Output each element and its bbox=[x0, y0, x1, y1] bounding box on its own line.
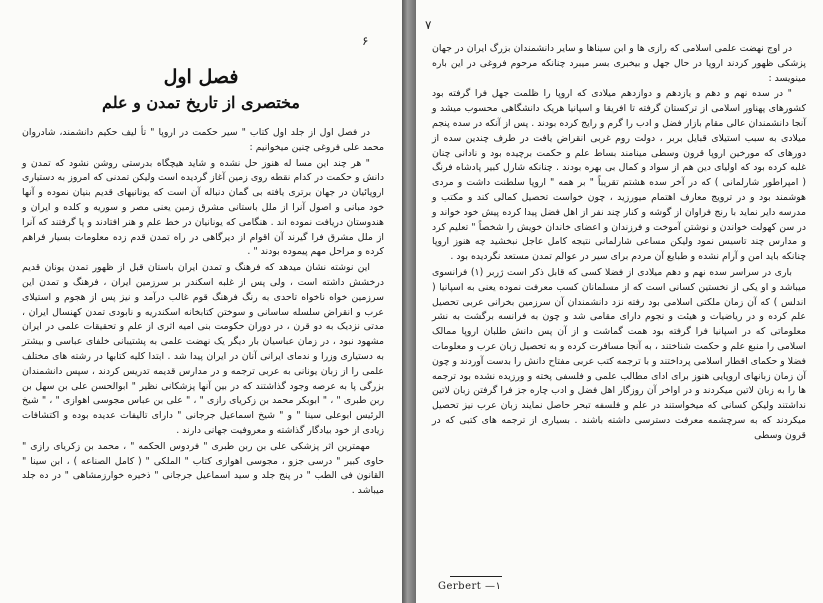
left-paragraph-3: این نوشته نشان میدهد که فرهنگ و تمدن ایران باستان قبل از ظهور تمدن یونان قدیم درخشش داشته است ، ولی پس از غلبه اسکندر بر سرزمین ایران ، فرهنگ و تمدن این سرزمین خواه ناخواه تاحدی به رنگ فرهنگ قوم غالب درآمد و نیز پس از هجوم و استیلای عرب و انقراض سلسله ساسانی و سوختن کتابخانه اسکندریه و نابودی تمدن کهنسال ایران ، مدتی نزدیک به دو قرن ، در دوران حکومت بنی امیه اثری از علم و تحقیقات علمی در ایران مشهود نبود ، در زمان عباسیان بار دیگر یک نهضت علمی به پشتیبانی خلفای عباسی و بیشتر به دستیاری وزرا و ندمای ایرانی آنان در ایران پیدا شد . ابتدا کلیه کتابها در رشته های مختلف علمی را از زبان یونانی به عربی ترجمه و در مدارس قدیمه تدریس کردند ، سپس دانشمندان بزرگی پا به عرصه وجود گذاشتند که در بین آنها پزشکانی نظیر " ابوالحسن علی بن سهل بن ربن طبری " ، " ابوبکر محمد بن زکریای رازی " ، " علی بن عباس مجوسی اهوازی " ، " شیخ الرئیس ابوعلی سینا " و " شیخ اسماعیل جرجانی " دارای تالیفات عدیده بوده و اکتشافات زیادی از خود بیادگار گذاشته و معروفیت جهانی دارند . bbox=[22, 262, 384, 436]
left-page bbox=[0, 0, 402, 603]
left-body-text bbox=[22, 126, 384, 500]
chapter-subtitle: مختصری از تاریخ تمدن و علم bbox=[102, 93, 300, 112]
footnote-rule bbox=[450, 576, 502, 577]
right-page-number: ۷ bbox=[425, 18, 432, 32]
right-paragraph-3: باری در سراسر سده نهم و دهم میلادی از فضلا کسی که قابل ذکر است ژربر (۱) فرانسوی میباشد و او یکی از نخستین کسانی است که از مسلمانان کسب معرفت نموده یعنی به اسپانیا ( اندلس ) که آن زمان ملکتی اسلامی بود رفته نزد دانشمندان آن سرزمین بخرانی عربی تحصیل علم کرده و در ریاضیات و هیئت و نجوم دارای مقامی شد و چون به فرانسه برگشت به نشر معلوماتی که در اسپانیا فرا گرفته بود همت گماشت و از آن پس دانش طلبان اروپا ممالک اسلامی را منبع علم و حکمت شناختند ، به آنجا مسافرت کرده و به تحصیل زبان عرب و معلومات فضلا و حکمای اقطار اسلامی پرداختند و با ترجمه کتب عربی مفتاح دانش را بدست آوردند و چون آن زمان زبانهای اروپایی هنوز برای ادای مطالب علمی و فلسفی پخته و ورزیده نشده بود ترجمه ها را به زبان لاتین میکردند و در اواخر آن روزگار اهل فضل و ادب چاره جز فرا گرفتن زبان لاتین نداشتند ولیکن کسانی که میخواستند در علم و فلسفه تبحر حاصل نمایند زبان عرب نیز تحصیل میکردند که به سرچشمه معرفت دسترسی داشته باشند . بسیاری از ترجمه های کتبی که در قرون وسطی bbox=[432, 266, 806, 441]
book-gutter bbox=[402, 0, 416, 603]
right-paragraph-2: " در سده نهم و دهم و یازدهم و دوازدهم میلادی که اروپا را ظلمت جهل فرا گرفته بود کشورهای پهناور اسلامی از ترکستان گرفته تا افریقا و اسپانیا هریک دانشگاهی محسوب میشد و آنجا دانشمندان عالی مقام بازار فضل و ادب را گرم و رایج کرده بودند . پس از آنکه در سده پنجم میلادی به سبب استیلای قبایل بربر ، دولت روم غربی انقراض یافت در طرف چندین سده از دورهای که مورخین اروپا قرون وسطی مینامند بساط علم و حکمت برچیده بود و نادانی چنان غلبه کرده بود که اولیای دین هم از سواد و کمال بی بهره بودند . چنانکه شارل کبیر پادشاه فرنگ ( امپراطور شارلمانی ) که در آخر سده هشتم تقریباً " بر همه " اروپا سلطنت داشت و مردی هوشمند بود و در ترویج معارف اهتمام میورزید ، چون خواست تحصیل کمالی کند و مکتب و مدرسه دایر نماید با رنج فراوان از گوشه و کنار چند نفر از اهل فضل پیدا کرده پیش خود خواند و در سن کهولت خواندن و نوشتن آموخت و فرزندان و اعضای خاندان خویش را شخصاً " تعلیم کرد و مدارس چند تاسیس نمود ولیکن مساعی شارلمانی نتیجه کامل عاجل نبخشید چه هنوز اروپا چنانکه باید امن و آرام نشده و طبایع آن مردم برای سیر در عوالم تمدن مستعد نگردیده بود . bbox=[432, 88, 806, 263]
left-paragraph-4: مهمترین اثر پزشکی علی بن ربن طبری " فردوس الحکمه " ، محمد بن زکریای رازی " حاوی کبیر " درسی جزو ، مجوسی اهوازی کتاب " الملکی " ( کامل الصناعه ) ، ابن سینا " القانون فی الطب " در پنج جلد و سید اسماعیل جرجانی " ذخیره خوارزمشاهی " در ده جلد میباشد . bbox=[22, 440, 384, 497]
left-paragraph-1: در فصل اول از جلد اول کتاب " سیر حکمت در اروپا " تأ لیف حکیم دانشمند، شادروان محمد علی فروغی چنین میخوانیم : bbox=[22, 127, 384, 153]
right-page bbox=[416, 0, 823, 603]
left-paragraph-2: " هر چند این مسا له هنوز حل نشده و شاید هیچگاه بدرستی روشن نشود که تمدن و دانش و حکمت در کدام نقطه روی زمین آغاز گردیده است ولیکن تمدنی که امروز به دستیاری اروپائیان در جهان برتری یافته بی گمان دنباله آن است که یونانیهای قدیم بنیان نموده و آنها خود مبانی و اصول آنرا از ملل باستانی مشرق زمین یعنی مصر و سوریه و کلده و ایران و هندوستان دریافت نموده اند . هنگامی که یونانیان در خط علم و هنر افتادند و پا گرفتند که آنرا از ملل مشرق فرا گیرند آن اقوام از دیرگاهی در راه تمدن قدم زده معلومات بسیار فراهم کرده و مراحل مهم پیموده بودند " . bbox=[22, 157, 384, 258]
footnote: Gerbert —۱ bbox=[438, 581, 501, 592]
left-page-number: ۶ bbox=[362, 34, 369, 48]
right-body-text bbox=[432, 42, 806, 445]
right-paragraph-1: در اوج نهضت علمی اسلامی که رازی ها و ابن سیناها و سایر دانشمندان بزرگ ایران در جهان پزشکی ظهور کردند اروپا در حال جهل و بیخبری بسر میبرد چنانکه مرحوم فروغی در این باره مینویسد : bbox=[432, 43, 806, 84]
chapter-title: فصل اول bbox=[163, 66, 239, 88]
